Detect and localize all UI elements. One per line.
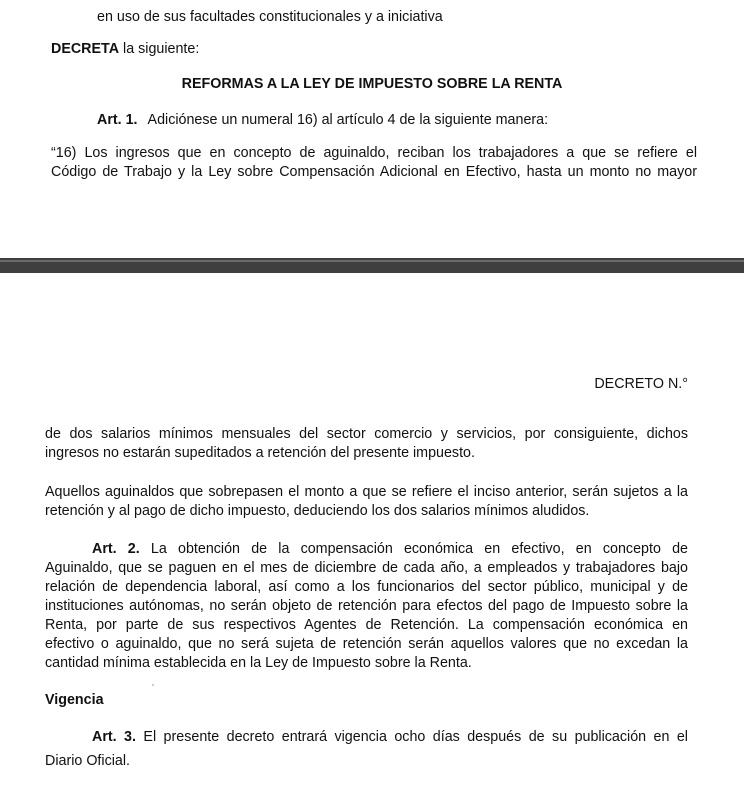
art2-line-6: efectivo o aguinaldo, que no será sujeta de retención serán aquellos valores que no excedan la [45,636,688,652]
page-separator-highlight [0,260,744,262]
quote-line-2: Código de Trabajo y la Ley sobre Compensación Adicional en Efectivo, hasta un monto no mayor [51,164,697,180]
art3-label: Art. 3. [92,729,136,745]
art2-label: Art. 2. [92,541,140,557]
quote-line-1: “16) Los ingresos que en concepto de aguinaldo, reciban los trabajadores a que se refiere el [51,145,697,161]
scan-speck [152,684,154,686]
art2-first-text: La obtención de la compensación económica en efectivo, en concepto de [150,541,688,557]
decreto-number-label: DECRETO N.° [594,376,688,392]
art3-last-line: Diario Oficial. [45,753,131,769]
reform-heading: REFORMAS A LA LEY DE IMPUESTO SOBRE LA RENTA [181,76,563,92]
aguinaldos-line-2: retención y al pago de dicho impuesto, deduciendo los dos salarios mínimos aludidos. [45,503,590,519]
art2-line-3: relación de dependencia laboral, así como a los funcionarios del sector público, municipal y de [45,579,688,595]
vigencia-heading: Vigencia [45,692,104,708]
art1-line [97,111,548,130]
art2-line-5: Renta, por parte de sus respectivos Agentes de Retención. La compensación económica en [45,617,688,633]
art3-first-text: El presente decreto entrará vigencia ocho días después de su publicación en el [143,729,688,745]
decreta-rest: la siguiente: [119,41,200,57]
aguinaldos-line-1: Aquellos aguinaldos que sobrepasen el monto a que se refiere el inciso anterior, serán sujetos a la [45,484,688,500]
continuation-line-1: de dos salarios mínimos mensuales del sector comercio y servicios, por consiguiente, dichos [45,426,688,442]
intro-line: en uso de sus facultades constitucionales y a iniciativa [97,9,443,25]
decreta-label: DECRETA [51,41,120,57]
art2-line-4: instituciones autónomas, no serán objeto de retención para efectos del pago de Impuesto sobre la [45,598,688,614]
continuation-line-2: ingresos no estarán supeditados a retención del presente impuesto. [45,445,475,461]
art1-text: Adiciónese un numeral 16) al artículo 4 de la siguiente manera: [147,112,549,128]
document-page-bottom [0,273,744,786]
art2-line-7: cantidad mínima establecida en la Ley de Impuesto sobre la Renta. [45,655,472,671]
art2-line-2: Aguinaldo, que se paguen en el mes de diciembre de cada año, a empleados y trabajadores bajo [45,560,688,576]
art3-first-line [92,728,688,747]
art2-first-line [92,540,688,559]
decreta-line [51,40,199,59]
document-page-top [0,0,744,258]
art1-label: Art. 1. [97,112,138,128]
